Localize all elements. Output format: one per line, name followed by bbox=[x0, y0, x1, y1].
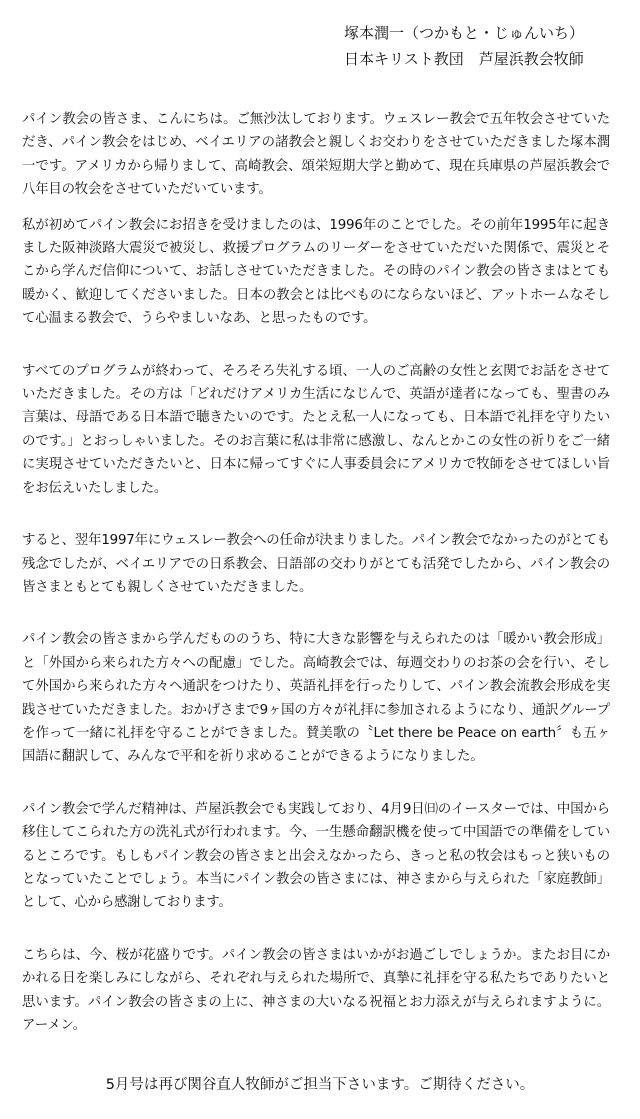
author-affiliation: 日本キリスト教団 芦屋浜教会牧師 bbox=[344, 50, 584, 68]
paragraph-first-visit: 私が初めてパイン教会にお招きを受けましたのは、1996年のことでした。その前年1995年に起きました阪神淡路大震災で被災し、救援プログラムのリーダーをさせていただいた関係で、震災とそこから学んだ信仰について、お話しさせていただきました。その時のパイン教会の皆さまはとても暖かく、歓迎してくださいました。日本の教会とは比べものにならないほど、アットホームなそして心温まる教会で、うらやましいなあ、と思ったものです。 bbox=[22, 217, 610, 327]
letter-body bbox=[22, 108, 610, 1066]
paragraph-appointment: すると、翌年1997年にウェスレー教会への任命が決まりました。パイン教会でなかったのがとても残念でしたが、ベイエリアでの日系教会、日語部の交わりがとても活発でしたから、パイン教会の皆さまともとても親しくさせていただきました。 bbox=[22, 533, 610, 595]
footer-note: 5月号は再び関谷直人牧師がご担当下さいます。ご期待ください。 bbox=[105, 1077, 535, 1093]
paragraph-practice: パイン教会で学んだ精神は、芦屋浜教会でも実践しており、4月9日㈰のイースターでは、中国から移住してこられた方の洗礼式が行われます。今、一生懸命翻訳機を使って中国語での準備をしているところです。もしもパイン教会の皆さまと出会えなかったら、きっと私の牧会はもっと狭いものとなっていたことでしょう。本当にパイン教会の皆さまには、神さまから与えられた「家庭教師」として、心から感謝しております。 bbox=[22, 801, 610, 911]
paragraph-greeting: パイン教会の皆さま、こんにちは。ご無沙汰しております。ウェスレー教会で五年牧会させていただき、パイン教会をはじめ、ベイエリアの諸教会と親しくお交わりをさせていただきました塚本潤一です。アメリカから帰りまして、高崎教会、頌栄短期大学と勤めて、現在兵庫県の芦屋浜教会で八年目の牧会をさせていただいています。 bbox=[22, 112, 610, 198]
author-name: 塚本潤一（つかもと・じゅんいち） bbox=[344, 24, 585, 42]
paragraph-lessons: パイン教会の皆さまから学んだもののうち、特に大きな影響を与えられたのは「暖かい教会形成」と「外国から来られた方々への配慮」でした。高崎教会では、毎週交わりのお茶の会を行い、そして外国から来られた方々へ通訳をつけたり、英語礼拝を行ったりして、パイン教会流教会形成を実践させていただきました。おかげさまで9ヶ国の方々が礼拝に参加されるようになり、通訳グループを作って一緒に礼拝を守ることができました。賛美歌の〝Let there be Peace on earth〞も五ヶ国語に翻訳して、みんなで平和を祈り求めることができるようになりました。 bbox=[22, 632, 610, 765]
paragraph-elderly-woman: すべてのプログラムが終わって、そろそろ失礼する頃、一人のご高齢の女性と玄関でお話をさせていただきました。その方は「どれだけアメリカ生活になじんで、英語が達者になっても、聖書のみ言葉は、母語である日本語で聴きたいのです。たとえ私一人になっても、日本語で礼拝を守りたいのです。」とおっしゃいました。そのお言葉に私は非常に感激し、なんとかこの女性の祈りをご一緒に実現させていただきたいと、日本に帰ってすぐに人事委員会にアメリカで牧師をさせてほしい旨をお伝えいたしました。 bbox=[22, 363, 610, 496]
author-block bbox=[344, 20, 584, 72]
paragraph-closing: こちらは、今、桜が花盛りです。パイン教会の皆さまはいかがお過ごしでしょうか。またお目にかかれる日を楽しみにしながら、それぞれ与えられた場所で、真摯に礼拝を守る私たちでありたいと思います。パイン教会の皆さまの上に、神さまの大いなる祝福とお力添えが与えられますように。アーメン。 bbox=[22, 947, 610, 1033]
